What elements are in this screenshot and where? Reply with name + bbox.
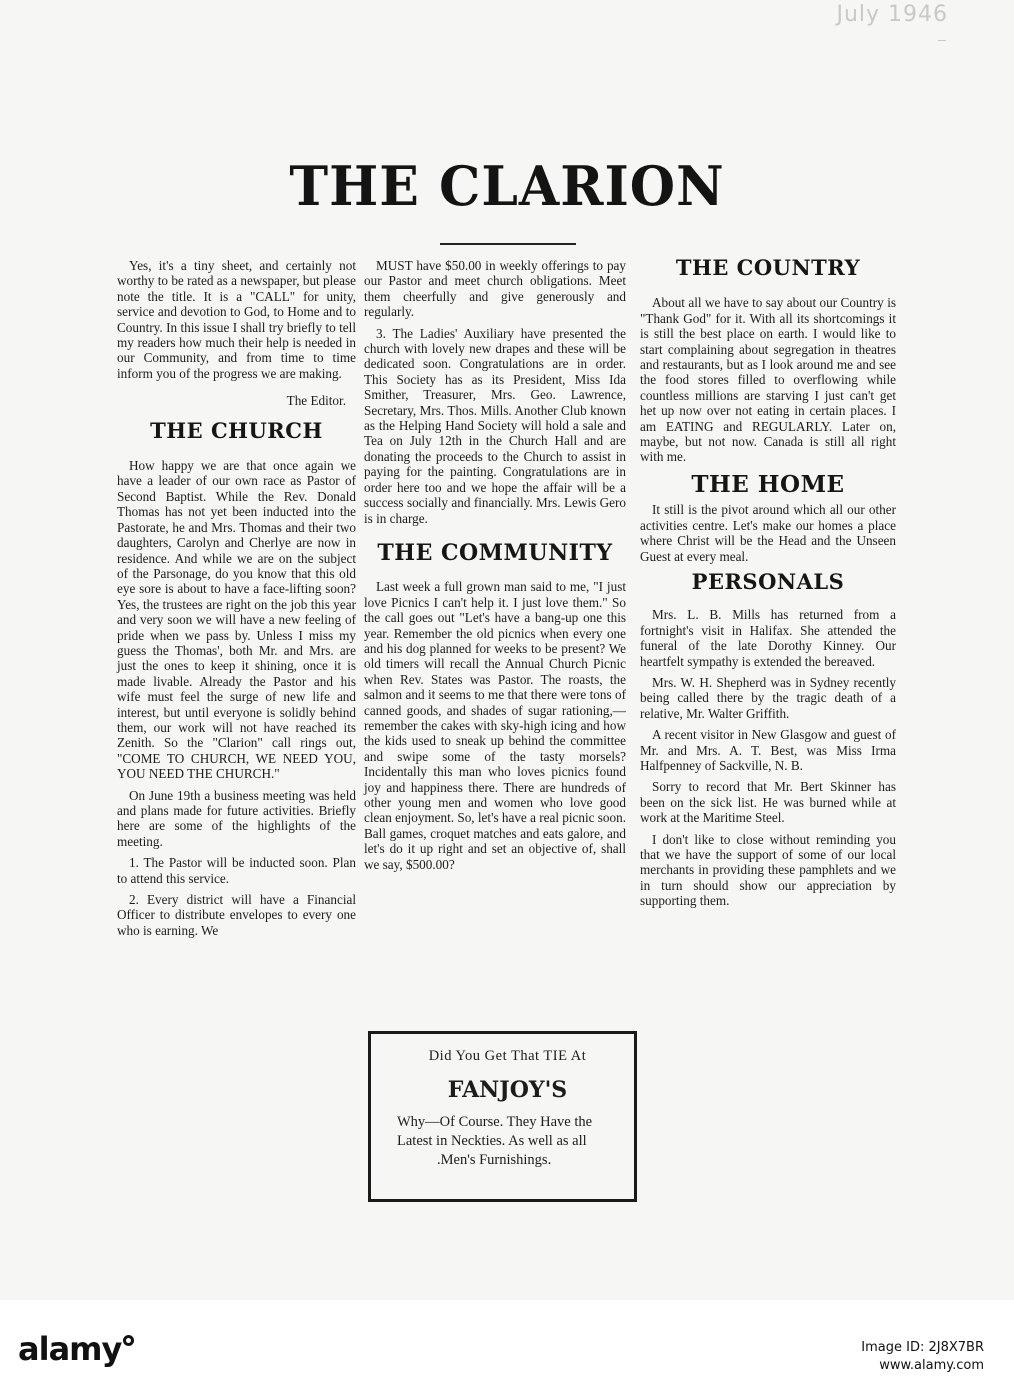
ad-body-text: Why—Of Course. They Have the Latest in Neckties. As well as all: [397, 1114, 593, 1149]
church-continued-paragraph: 3. The Ladies' Auxiliary have presented the church with lovely new drapes and these will be dedicated soon. Congratulations are in order. This Society has as its President, Miss Ida Smither, Treasurer, Mrs. Geo. Lawrence, Secretary, Mrs. Thos. Mills. Another Club known as the Helping Hand Society will hold a sale and Tea on July 12th in the Church Hall and are donating the proceeds to the Church to assist in paying for the painting. Congratulations are in order here too and we hope the affair will be a success socially and financially. Mrs. Lewis Gero is in charge.: [364, 325, 626, 526]
church-continued-paragraph: MUST have $50.00 in weekly offerings to pay our Pastor and meet church obligations. Meet them cheerfully and give generously and regularly.: [364, 258, 626, 320]
fanjoys-advertisement: [368, 1031, 637, 1202]
country-text: About all we have to say about our Country is "Thank God" for it. With all its shortcomings it is still the best place on earth. I would like to start complaining about segregation in theatres and restaurants, but as I look around me and see the food stores filled to overflowing while countless millions are starving I just can't get het up now over not eating in certain places. I am EATING and REGULARLY. Later on, maybe, but not now. Canada is still all right with me.: [640, 295, 896, 465]
pencil-mark: [938, 40, 946, 44]
editor-signature: The Editor.: [286, 393, 346, 409]
ad-brand-name: FANJOY'S: [447, 1077, 568, 1103]
column-2: [364, 258, 626, 878]
personals-heading: PERSONALS: [691, 568, 845, 594]
column-3: [640, 255, 896, 909]
country-heading: THE COUNTRY: [675, 255, 861, 280]
stock-image-id: Image ID: 2J8X7BR: [861, 1340, 984, 1355]
church-paragraph: How happy we are that once again we have a leader of our own race as Pastor of Second Baptist. While the Rev. Donald Thomas has not yet been inducted into the Pastorate, he and Mrs. Thomas and their two daughters, Carolyn and Cherlye are now in residence. And while we are on the subject of the Parsonage, do you know that this old eye sore is about to have a face-lifting soon? Yes, the trustees are right on the job this year and very soon we will have a new feeling of pride when we pass by. Unless I miss my guess the Thomas', both Mr. and Mrs. are just the ones to keep it shining, once it is made livable. Already the Pastor and his wife must feel the surge of new life and interest, but until everyone is solidly behind them, our work will not have reached its Zenith. So the "Clarion" call rings out, "COME TO CHURCH, WE NEED YOU, YOU NEED THE CHURCH.": [117, 458, 356, 782]
masthead-title: THE CLARION: [289, 154, 725, 219]
stock-logo: [18, 1330, 134, 1368]
column-1: [117, 258, 356, 944]
church-paragraph: On June 19th a business meeting was held and plans made for future activities. Briefly here are some of the highlights of the meeting.: [117, 787, 356, 849]
personal-item: A recent visitor in New Glasgow and guest of Mr. and Mrs. A. T. Best, was Miss Irma Halfpenney of Sackville, N. B.: [640, 727, 896, 773]
church-heading: THE CHURCH: [150, 417, 323, 443]
masthead-rule: [440, 243, 576, 245]
personal-item: Sorry to record that Mr. Bert Skinner has been on the sick list. He was burned while at work at the Maritime Steel.: [640, 779, 896, 826]
stock-logo-text: alamy: [18, 1330, 122, 1368]
church-paragraph: 2. Every district will have a Financial Officer to distribute envelopes to every one who is earning. We: [117, 892, 356, 938]
community-heading: THE COMMUNITY: [377, 539, 613, 566]
community-text: Last week a full grown man said to me, "I just love Picnics I can't help it. I just love them." So the call goes out "Let's have a bang-up one this year. Remember the old picnics when every one and his dog planned for weeks to be present? We old timers will recall the Annual Church Picnic when Rev. States was Pastor. The roasts, the salmon and it seems to me that there were tons of canned goods, and shades of sugar rationing,—remember the cakes with sky-high icing and how the kids used to sneak up behind the committee and swipe some of the tasty morsels? Incidentally this man who loves picnics found joy and happiness there. There are hundreds of other young men and women who love good clean enjoyment. So, let's have a real picnic soon. Ball games, croquet matches and eats galore, and let's do it up right and set an objective of, shall we say, $500.00?: [364, 579, 627, 872]
personal-item: Mrs. L. B. Mills has returned from a fortnight's visit in Halifax. She attended the funeral of the late Dorothy Kinney. Our heartfelt sympathy is extended the bereaved.: [640, 607, 896, 669]
church-paragraph: 1. The Pastor will be inducted soon. Plan to attend this service.: [117, 855, 356, 886]
intro-text: Yes, it's a tiny sheet, and certainly not worthy to be rated as a newspaper, but please note the title. It is a "CALL" for unity, service and devotion to God, to Home and to Country. In this issue I shall try briefly to tell my readers how much their help is needed in our Community, and from time to time inform you of the progress we are making.: [117, 258, 356, 381]
home-heading: THE HOME: [691, 470, 845, 498]
ad-closing-line: .Men's Furnishings.: [437, 1152, 552, 1168]
stock-footer: [0, 1300, 1014, 1390]
home-text: It still is the pivot around which all our other activities centre. Let's make our homes a place where Christ will be the Head and the Unseen Guest at every meal.: [640, 502, 896, 564]
ad-tagline: Did You Get That TIE At: [428, 1048, 587, 1064]
personal-item: I don't like to close without reminding you that we have the support of some of our local merchants in providing these pamphlets and we in turn should show our appreciation by supporting them.: [640, 831, 896, 909]
pencil-date-note: July 1946: [836, 2, 948, 27]
logo-mark-icon: [123, 1335, 134, 1346]
stock-url[interactable]: www.alamy.com: [879, 1358, 984, 1373]
personal-item: Mrs. W. H. Shepherd was in Sydney recently being called there by the tragic death of a relative, Mr. Walter Griffith.: [640, 674, 896, 721]
